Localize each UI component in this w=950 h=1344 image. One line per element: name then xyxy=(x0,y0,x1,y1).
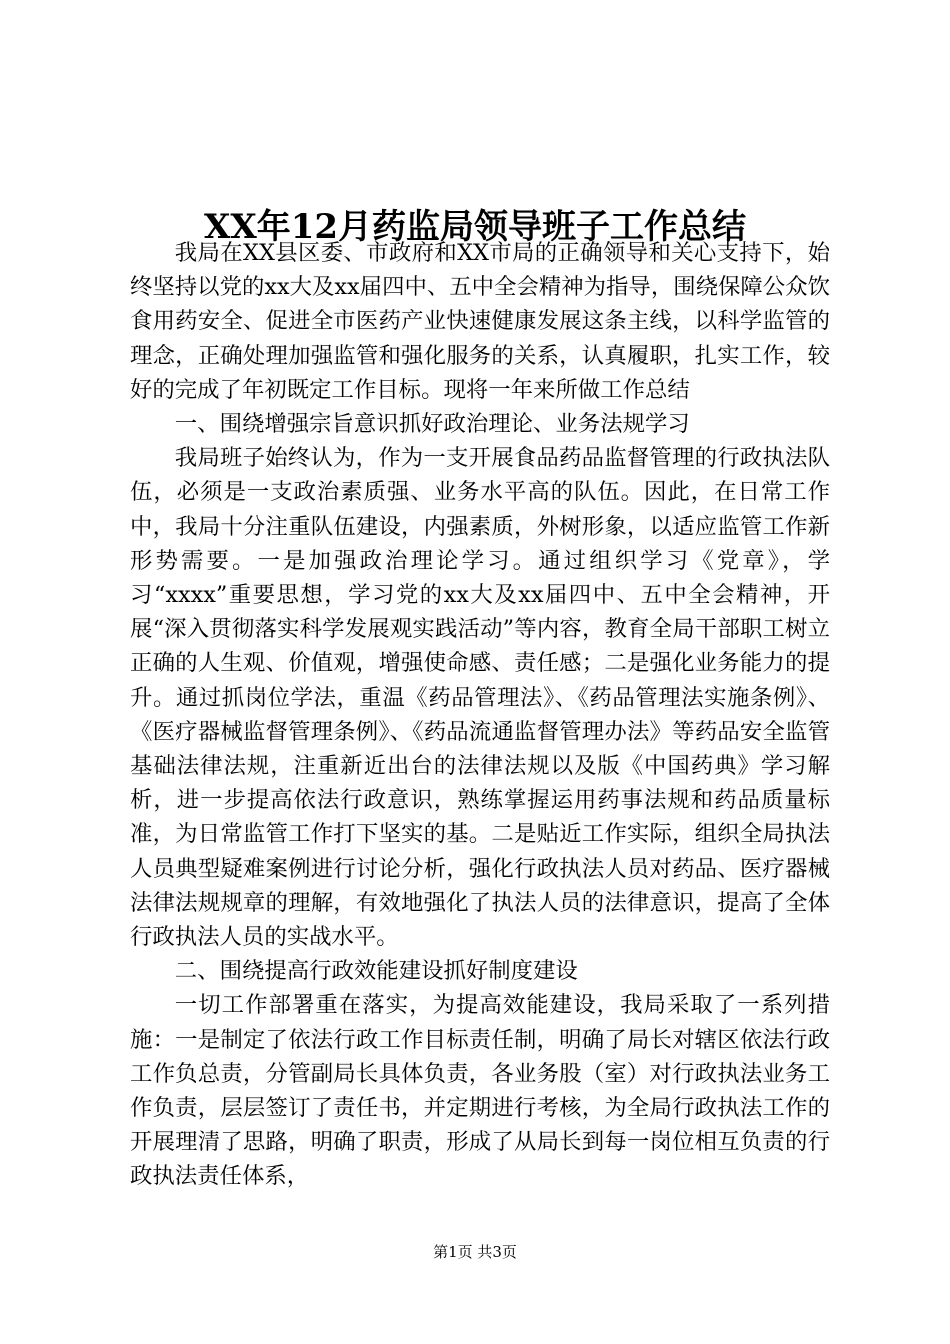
section-1-paragraph: 我局班子始终认为，作为一支开展食品药品监督管理的行政执法队伍，必须是一支政治素质强、业务水平高的队伍。因此，在日常工作中，我局十分注重队伍建设，内强素质，外树形象，以适应监管工作新形势需要。一是加强政治理论学习。通过组织学习《党章》，学习“xxxx”重要思想，学习党的xx大及xx届四中、五中全会精神，开展“深入贯彻落实科学发展观实践活动”等内容，教育全局干部职工树立正确的人生观、价值观，增强使命感、责任感；二是强化业务能力的提升。通过抓岗位学法，重温《药品管理法》、《药品管理法实施条例》、《医疗器械监督管理条例》、《药品流通监督管理办法》等药品安全监管基础法律法规，注重新近出台的法律法规以及版《中国药典》学习解析，进一步提高依法行政意识，熟练掌握运用药事法规和药品质量标准，为日常监管工作打下坚实的基。二是贴近工作实际，组织全局执法人员典型疑难案例进行讨论分析，强化行政执法人员对药品、医疗器械法律法规规章的理解，有效地强化了执法人员的法律意识，提高了全体行政执法人员的实战水平。 xyxy=(130,445,830,951)
section-2-paragraph: 一切工作部署重在落实，为提高效能建设，我局采取了一系列措施：一是制定了依法行政工作目标责任制，明确了局长对辖区依法行政工作负总责，分管副局长具体负责，各业务股（室）对行政执法业务工作负责，层层签订了责任书，并定期进行考核，为全局行政执法工作的开展理清了思路，明确了职责，形成了从局长到每一岗位相互负责的行政执法责任体系， xyxy=(130,992,830,1190)
section-heading-1: 一、围绕增强宗旨意识抓好政治理论、业务法规学习 xyxy=(174,411,690,438)
intro-paragraph: 我局在XX县区委、市政府和XX市局的正确领导和关心支持下，始终坚持以党的xx大及xx届四中、五中全会精神为指导，围绕保障公众饮食用药安全、促进全市医药产业快速健康发展这条主线，以科学监管的理念，正确处理加强监管和强化服务的关系，认真履职，扎实工作，较好的完成了年初既定工作目标。现将一年来所做工作总结 xyxy=(130,240,830,403)
document-title: XX年12月药监局领导班子工作总结 xyxy=(203,206,747,247)
page-footer: 第1页 共3页 xyxy=(433,1243,517,1261)
document-body xyxy=(130,236,830,1194)
section-heading-2: 二、围绕提高行政效能建设抓好制度建设 xyxy=(174,958,578,985)
